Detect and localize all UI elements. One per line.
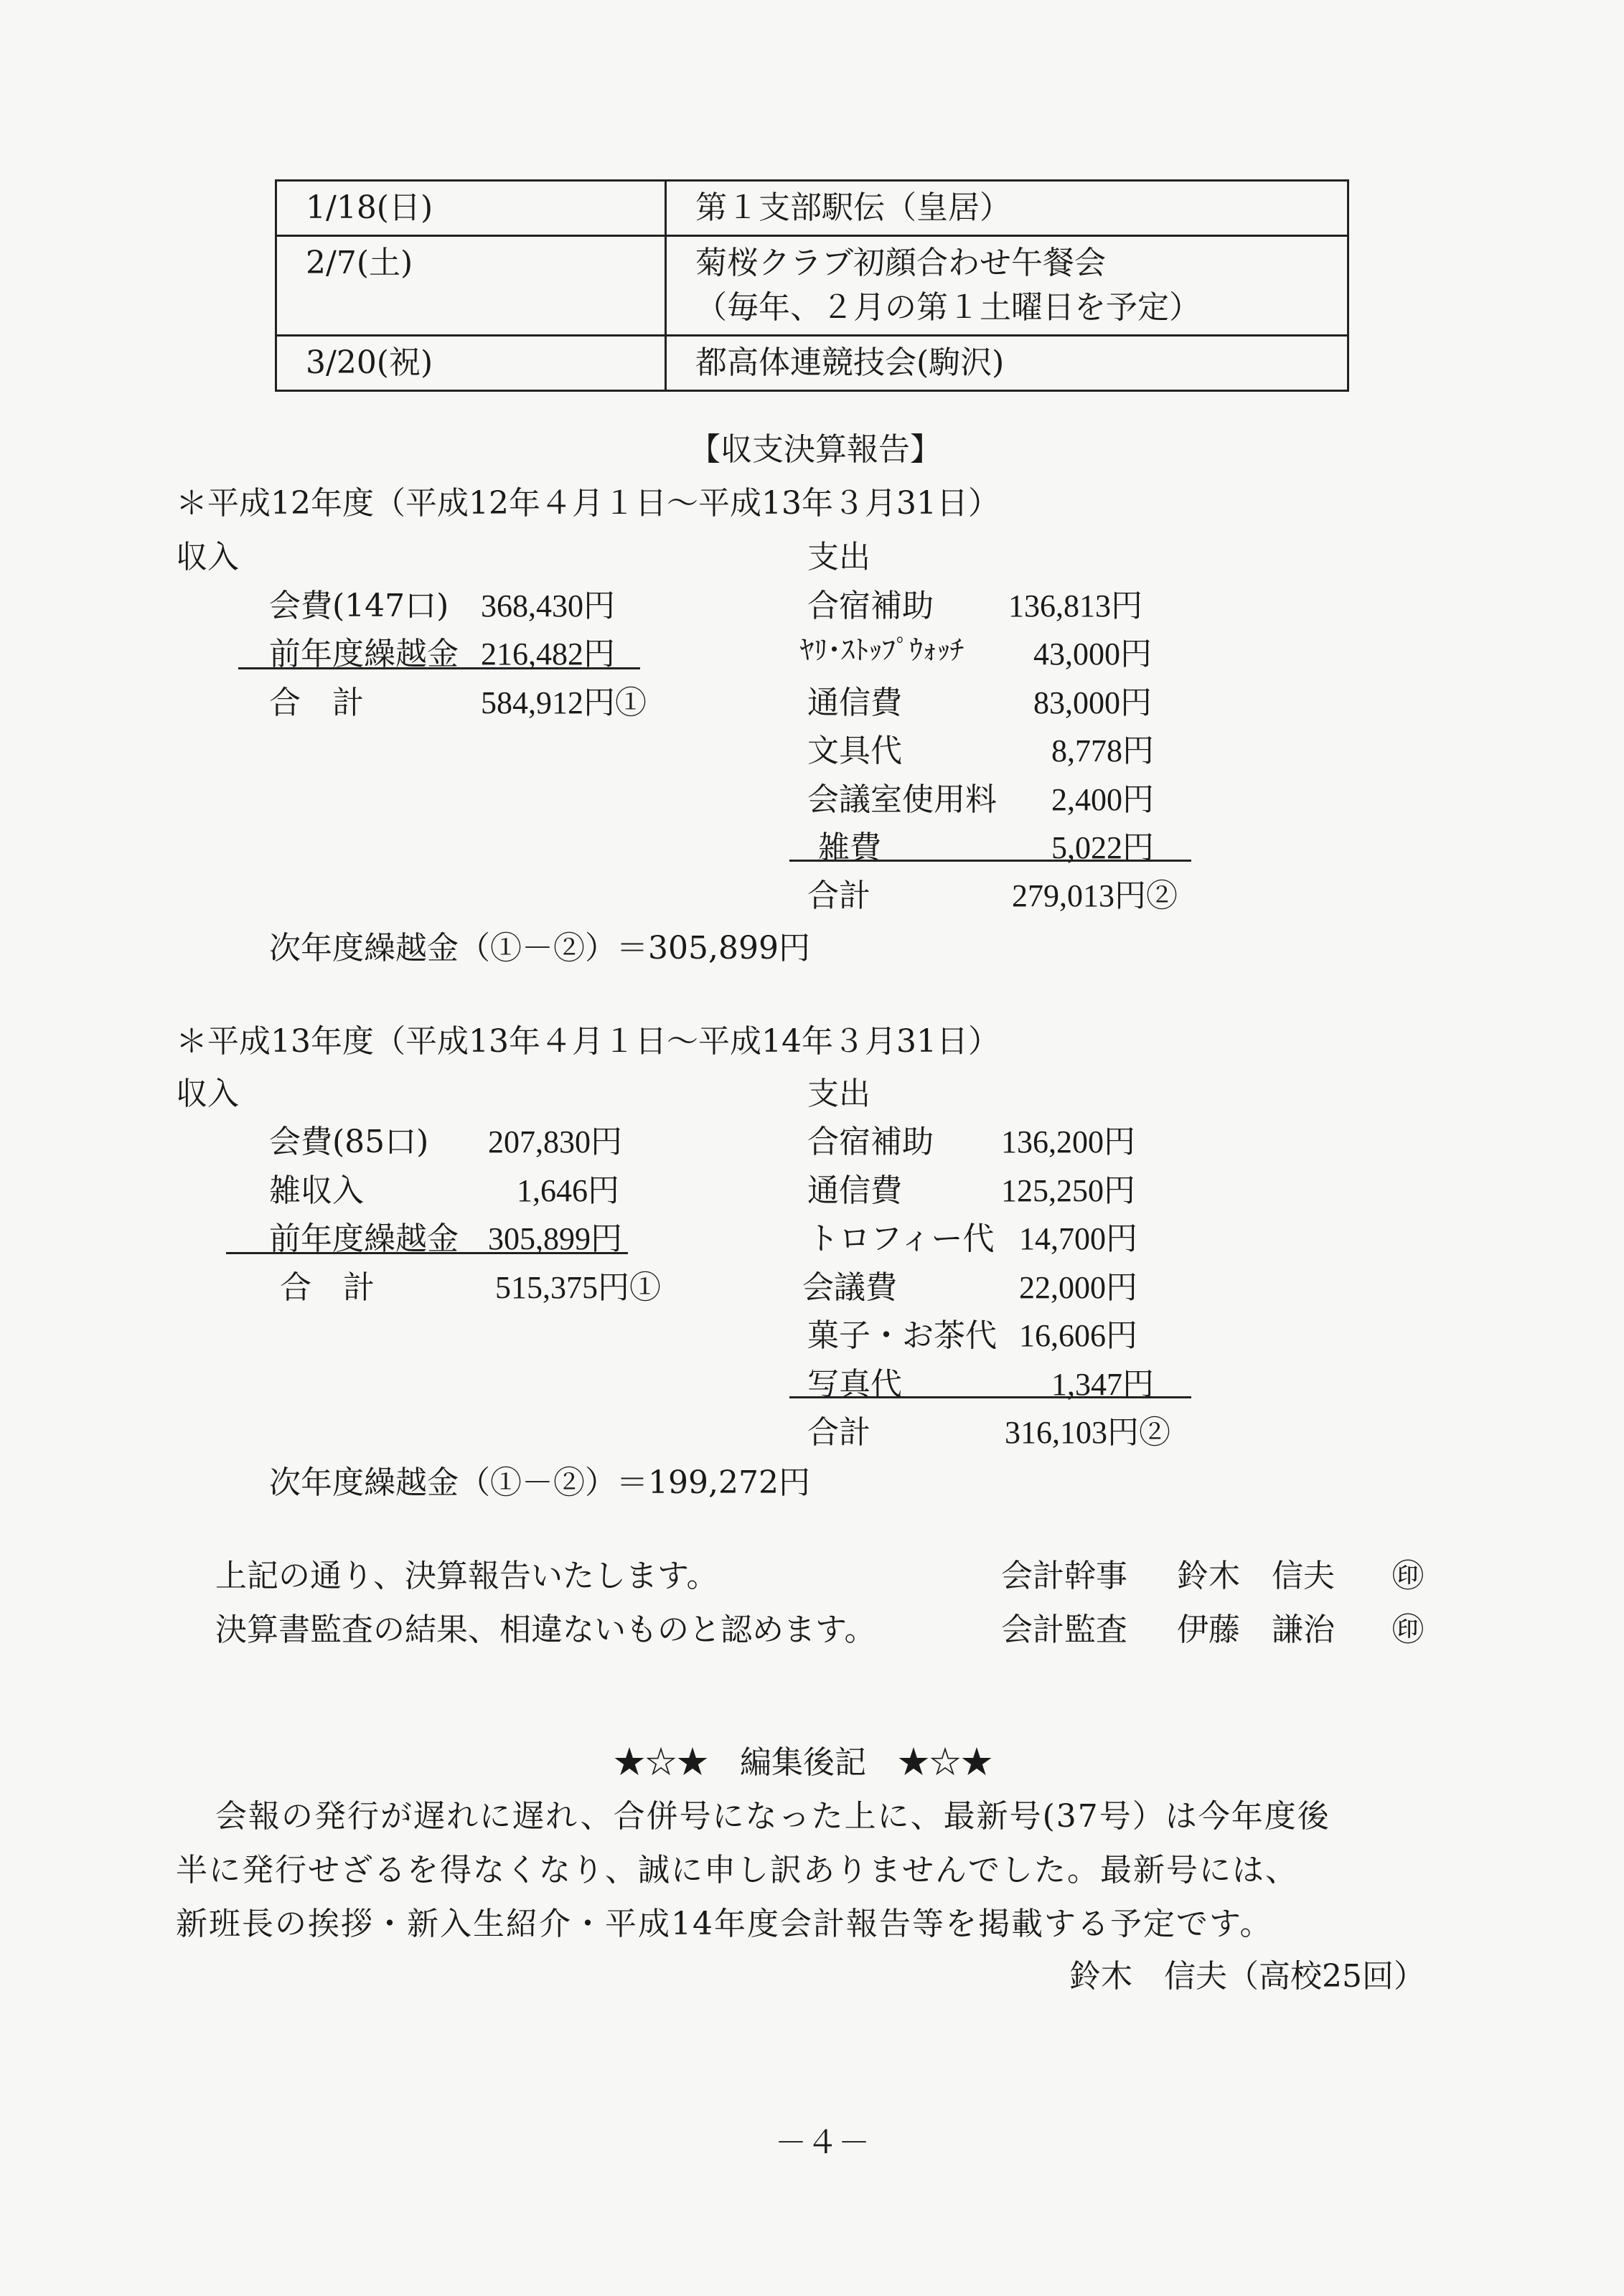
schedule-table xyxy=(275,179,1349,392)
fy12-expense-item: 雑費 xyxy=(818,829,881,866)
fy13-expense-item: トロフィー代 xyxy=(807,1220,995,1257)
schedule-date: 2/7(土) xyxy=(276,236,666,336)
fy12-expense-item: 文具代 xyxy=(807,733,902,769)
fy12-expense-amount: 5,022円 xyxy=(1051,830,1154,865)
table-row xyxy=(276,236,1348,336)
fy12-income-rule xyxy=(238,667,640,669)
fy12-expense-amount: 136,813円 xyxy=(1008,588,1142,624)
fy13-income-item: 前年度繰越金 xyxy=(269,1220,459,1257)
fy13-expense-amount: 1,347円 xyxy=(1051,1367,1154,1402)
fy12-expense-total: 279,013円② xyxy=(1012,878,1178,913)
fy12-income-amount: 216,482円 xyxy=(481,636,615,672)
fy12-income-amount: 368,430円 xyxy=(481,588,615,624)
afterword-author: 鈴木 信夫（高校25回） xyxy=(1069,1958,1425,1995)
fy12-carryover: 次年度繰越金（①－②）＝305,899円 xyxy=(269,930,810,966)
sign2-text: 決算書監査の結果、相違ないものと認めます。 xyxy=(215,1612,876,1648)
fy13-income-total: 515,375円① xyxy=(495,1270,661,1305)
seal-icon: ㊞ xyxy=(1392,1558,1424,1594)
afterword-line: 新班長の挨拶・新入生紹介・平成14年度会計報告等を掲載する予定です。 xyxy=(176,1906,1273,1942)
fy13-income-label: 収入 xyxy=(176,1076,239,1112)
fy13-expense-item: 菓子・お茶代 xyxy=(807,1317,997,1354)
afterword-line: 半に発行せざるを得なくなり、誠に申し訳ありませんでした。最新号には、 xyxy=(176,1852,1298,1888)
table-row xyxy=(276,181,1348,236)
fy13-income-amount: 1,646円 xyxy=(517,1173,619,1208)
fy12-heading: ＊平成12年度（平成12年４月１日～平成13年３月31日） xyxy=(176,485,1000,522)
schedule-event xyxy=(666,236,1348,336)
fy13-expense-amount: 136,200円 xyxy=(1001,1124,1135,1159)
fy13-expense-amount: 14,700円 xyxy=(1019,1221,1137,1256)
fy13-heading: ＊平成13年度（平成13年４月１日～平成14年３月31日） xyxy=(176,1023,1000,1060)
seal-icon: ㊞ xyxy=(1392,1612,1424,1648)
fy13-income-total-label: 合 計 xyxy=(280,1269,375,1306)
fy13-expense-item: 通信費 xyxy=(807,1172,902,1209)
fy13-expense-amount: 22,000円 xyxy=(1019,1270,1137,1305)
schedule-event-text: 菊桜クラブ初顔合わせ午餐会 xyxy=(695,245,1106,281)
afterword-line: 会報の発行が遅れに遅れ、合併号になった上に、最新号(37号）は今年度後 xyxy=(215,1798,1330,1835)
fy13-income-item: 雑収入 xyxy=(269,1172,364,1209)
fy12-expense-amount: 2,400円 xyxy=(1051,782,1154,817)
fy13-expense-item: 写真代 xyxy=(807,1366,902,1403)
fy13-income-amount: 305,899円 xyxy=(488,1221,622,1256)
fy13-carryover: 次年度繰越金（①－②）＝199,272円 xyxy=(269,1464,810,1501)
schedule-event-note: （毎年、２月の第１土曜日を予定） xyxy=(695,289,1201,326)
fy13-income-amount: 207,830円 xyxy=(488,1124,622,1159)
fy13-expense-amount: 16,606円 xyxy=(1019,1318,1137,1353)
fy12-expense-item: ﾔﾘ･ｽﾄｯﾌﾟｳｫｯﾁ xyxy=(800,634,964,666)
fy12-income-item: 会費(147口) xyxy=(269,588,449,624)
report-title: 【収支決算報告】 xyxy=(689,431,942,468)
fy12-expense-total-label: 合計 xyxy=(807,878,870,914)
fy12-income-total-label: 合 計 xyxy=(269,684,364,721)
fy12-income-item: 前年度繰越金 xyxy=(269,636,459,672)
fy13-income-item: 会費(85口) xyxy=(269,1124,429,1160)
schedule-event: 都高体連競技会(駒沢) xyxy=(666,336,1348,391)
fy13-expense-rule xyxy=(789,1396,1191,1398)
fy12-expense-item: 通信費 xyxy=(807,684,902,721)
fy12-expense-item: 合宿補助 xyxy=(807,588,934,624)
fy12-expense-item: 会議室使用料 xyxy=(807,781,997,818)
fy13-expense-item: 会議費 xyxy=(802,1269,897,1306)
fy13-income-rule xyxy=(226,1252,628,1254)
fy12-income-total: 584,912円① xyxy=(481,685,647,720)
fy13-expense-total-label: 合計 xyxy=(807,1414,870,1451)
fy12-expense-amount: 83,000円 xyxy=(1033,685,1152,720)
schedule-event: 第１支部駅伝（皇居） xyxy=(666,181,1348,236)
fy13-expense-amount: 125,250円 xyxy=(1001,1173,1135,1208)
fy12-expense-amount: 8,778円 xyxy=(1051,733,1154,768)
afterword-title: ★☆★ 編集後記 ★☆★ xyxy=(614,1744,992,1781)
table-row xyxy=(276,336,1348,391)
sign1-role: 会計幹事 xyxy=(1001,1558,1127,1594)
page-number: －４－ xyxy=(775,2125,870,2161)
fy13-expense-label: 支出 xyxy=(807,1076,870,1112)
fy12-expense-label: 支出 xyxy=(807,539,870,575)
fy13-expense-total: 316,103円② xyxy=(1005,1415,1170,1450)
fy12-income-label: 収入 xyxy=(176,539,239,575)
schedule-date: 3/20(祝) xyxy=(276,336,666,391)
sign1-name: 鈴木 信夫 xyxy=(1177,1558,1335,1594)
fy13-expense-item: 合宿補助 xyxy=(807,1124,934,1160)
sign2-name: 伊藤 謙治 xyxy=(1177,1612,1335,1648)
sign1-text: 上記の通り、決算報告いたします。 xyxy=(215,1558,718,1594)
fy12-expense-rule xyxy=(789,860,1191,862)
schedule-date: 1/18(日) xyxy=(276,181,666,236)
fy12-expense-amount: 43,000円 xyxy=(1033,636,1152,672)
sign2-role: 会計監査 xyxy=(1001,1612,1127,1648)
